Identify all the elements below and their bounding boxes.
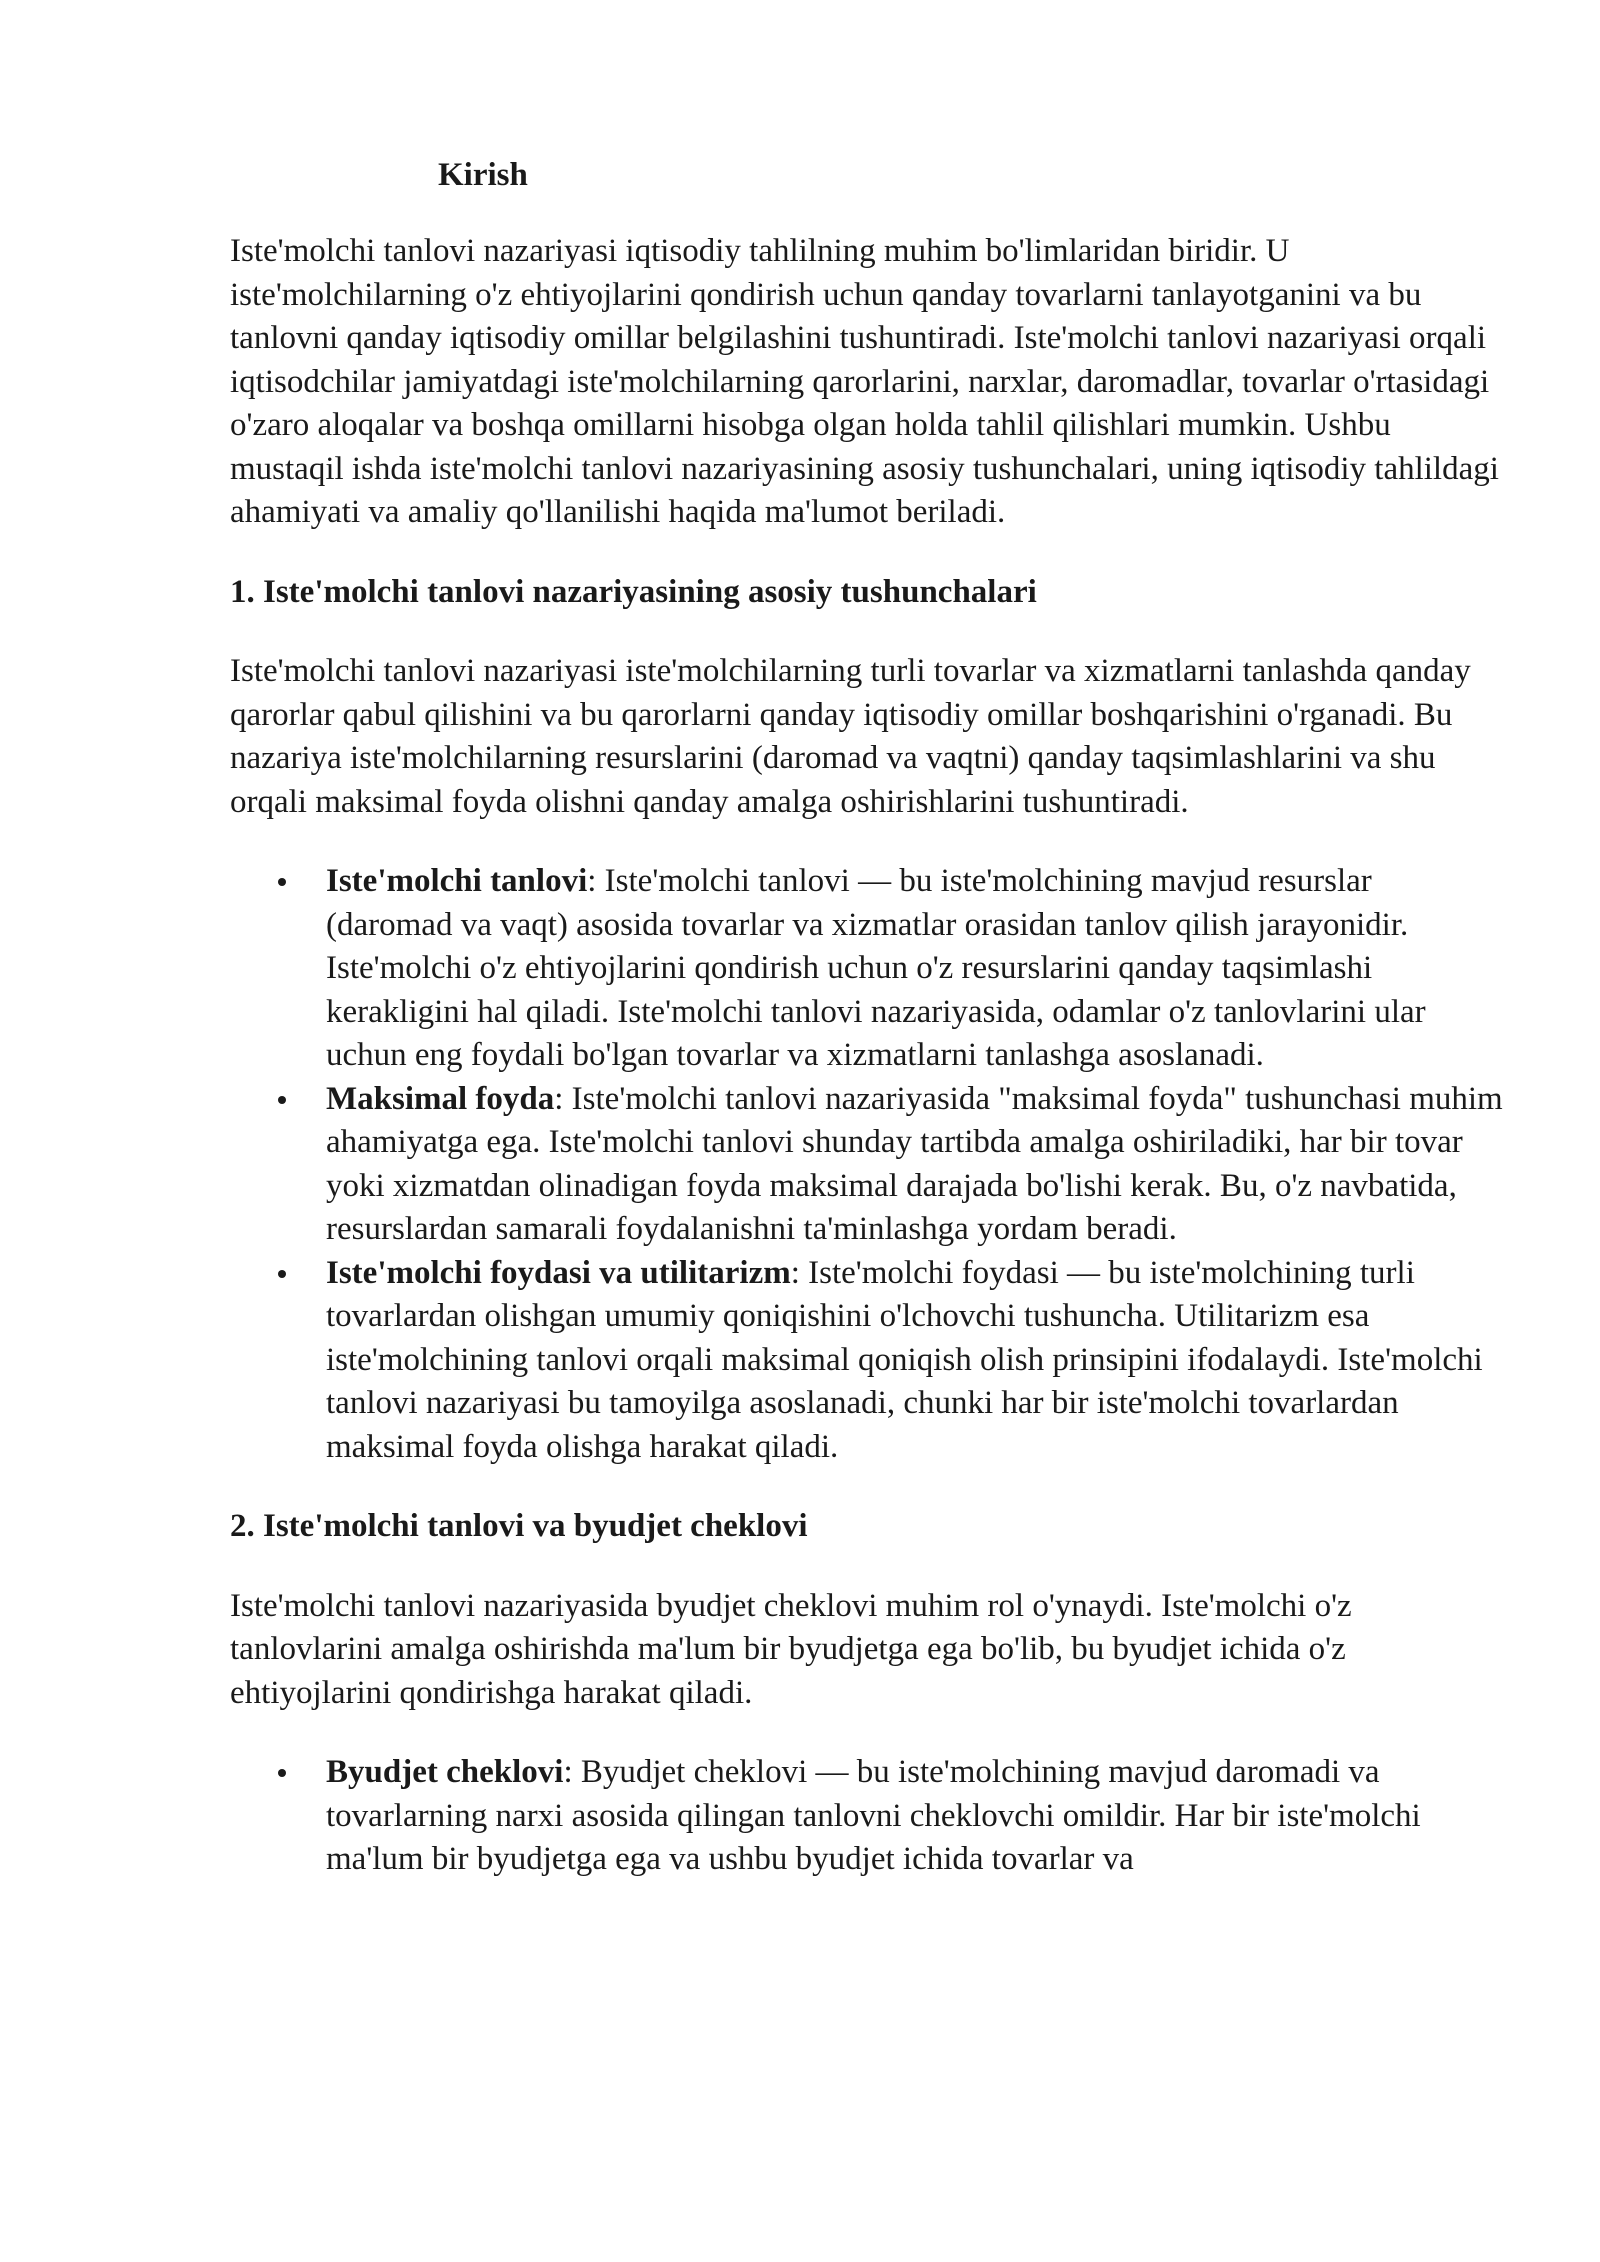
section-2-paragraph: Iste'molchi tanlovi nazariyasida byudjet cheklovi muhim rol o'ynaydi. Iste'molchi o'z tanlovlarini amalga oshirishda ma'lum bir byudjetga ega bo'lib, bu byudjet ichida o'z ehtiyojlarini qondirishga harakat qiladi.	[230, 1587, 1352, 1711]
section-2-bullet-list	[230, 1751, 1505, 1882]
list-item-text: : Iste'molchi tanlovi nazariyasida "maksimal foyda" tushunchasi muhim ahamiyatga ega. Iste'molchi tanlovi shunday tartibda amalga oshiriladiki, har bir tovar yoki xizmatdan olinadigan foyda maksimal darajada bo'lishi kerak. Bu, o'z navbatida, resurslardan samarali foydalanishni ta'minlashga yordam beradi.	[326, 1080, 1503, 1247]
section-heading-2: 2. Iste'molchi tanlovi va byudjet cheklovi	[230, 1508, 808, 1544]
bullet-icon	[278, 1270, 286, 1278]
bullet-icon	[278, 878, 286, 886]
page-title: Kirish	[438, 157, 528, 193]
section-1-paragraph: Iste'molchi tanlovi nazariyasi iste'molchilarning turli tovarlar va xizmatlarni tanlashda qanday qarorlar qabul qilishini va bu qarorlarni qanday iqtisodiy omillar boshqarishini o'rganadi. Bu nazariya iste'molchilarning resurslarini (daromad va vaqtni) qanday taqsimlashlarini va shu orqali maksimal foyda olishni qanday amalga oshirishlarini tushuntiradi.	[230, 653, 1471, 820]
list-item-term: Maksimal foyda	[326, 1080, 555, 1117]
list-item	[230, 1252, 1505, 1470]
list-item	[230, 1751, 1505, 1882]
intro-paragraph: Iste'molchi tanlovi nazariyasi iqtisodiy tahlilning muhim bo'limlaridan biridir. U iste'molchilarning o'z ehtiyojlarini qondirish uchun qanday tovarlarni tanlayotganini va bu tanlovni qanday iqtisodiy omillar belgilashini tushuntiradi. Iste'molchi tanlovi nazariyasi orqali iqtisodchilar jamiyatdagi iste'molchilarning qarorlarini, narxlar, daromadlar, tovarlar o'rtasidagi o'zaro aloqalar va boshqa omillarni hisobga olgan holda tahlil qilishlari mumkin. Ushbu mustaqil ishda iste'molchi tanlovi nazariyasining asosiy tushunchalari, uning iqtisodiy tahlildagi ahamiyati va amaliy qo'llanilishi haqida ma'lumot beriladi.	[230, 233, 1499, 530]
list-item-term: Iste'molchi foydasi va utilitarizm	[326, 1254, 791, 1291]
list-item-text: : Byudjet cheklovi — bu iste'molchining mavjud daromadi va tovarlarning narxi asosida qilingan tanlovni cheklovchi omildir. Har bir iste'molchi ma'lum bir byudjetga ega va ushbu byudjet ichida tovarlar va	[326, 1754, 1421, 1877]
list-item-term: Byudjet cheklovi	[326, 1754, 564, 1790]
document-body	[230, 150, 1505, 1882]
bullet-icon	[278, 1769, 286, 1777]
list-item-text: : Iste'molchi tanlovi — bu iste'molchining mavjud resurslar (daromad va vaqt) asosida tovarlar va xizmatlar orasidan tanlov qilish jarayonidir. Iste'molchi o'z ehtiyojlarini qondirish uchun o'z resurslarini qanday taqsimlashi kerakligini hal qiladi. Iste'molchi tanlovi nazariyasida, odamlar o'z tanlovlarini ular uchun eng foydali bo'lgan tovarlar va xizmatlarni tanlashga asoslanadi.	[326, 863, 1426, 1073]
list-item	[230, 860, 1505, 1078]
bullet-icon	[278, 1096, 286, 1104]
section-1-bullet-list	[230, 860, 1505, 1469]
list-item-term: Iste'molchi tanlovi	[326, 863, 588, 899]
list-item	[230, 1078, 1505, 1252]
list-item-text: : Iste'molchi foydasi — bu iste'molchining turli tovarlardan olishgan umumiy qoniqishini o'lchovchi tushuncha. Utilitarizm esa iste'molchining tanlovi orqali maksimal qoniqish olish prinsipini ifodalaydi. Iste'molchi tanlovi nazariyasi bu tamoyilga asoslanadi, chunki har bir iste'molchi tovarlardan maksimal foyda olishga harakat qiladi.	[326, 1254, 1483, 1465]
section-heading-1: 1. Iste'molchi tanlovi nazariyasining asosiy tushunchalari	[230, 573, 1037, 610]
